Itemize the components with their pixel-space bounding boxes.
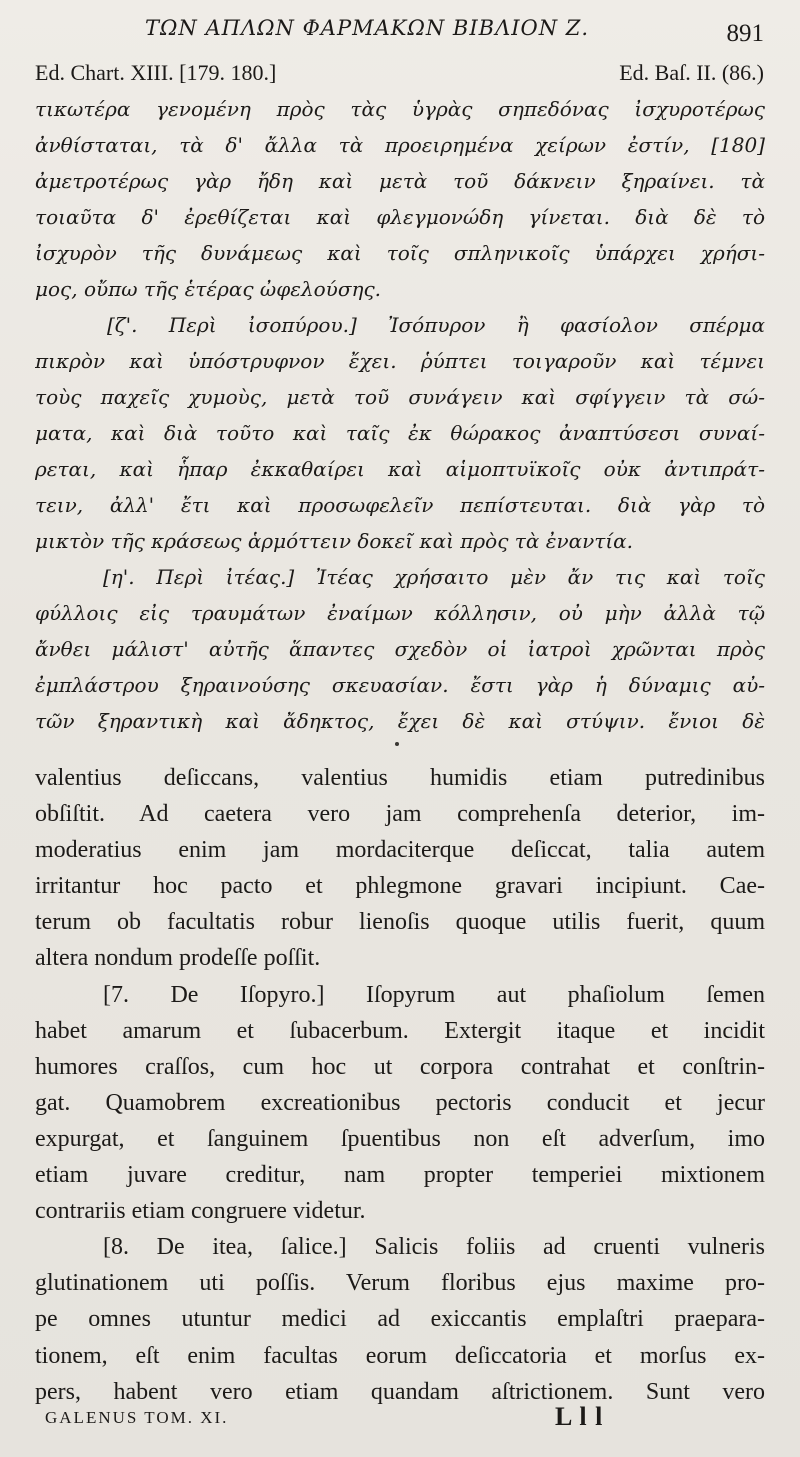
greek-line: τοιαῦτα δ' ἐρεθίζεται καὶ φλεγμονώδη γίνεται. διὰ δὲ τὸ: [35, 205, 765, 229]
latin-line: habet amarum et ſubacerbum. Extergit itaque et incidit: [35, 1017, 765, 1044]
greek-line: ἐμπλάστρου ξηραινούσης σκευασίαν. ἔστι γὰρ ἡ δύναμις αὐ-: [35, 673, 765, 697]
greek-line: τειν, ἀλλ' ἔτι καὶ προσωφελεῖν πεπίστευται. διὰ γὰρ τὸ: [35, 493, 765, 517]
latin-line: contrariis etiam congruere videtur.: [35, 1198, 366, 1225]
latin-line: irritantur hoc pacto et phlegmone gravari incipiunt. Cae-: [35, 873, 765, 900]
latin-line: expurgat, et ſanguinem ſpuentibus non eſt adverſum, imo: [35, 1125, 765, 1152]
greek-line: ἀνθίσταται, τὰ δ' ἄλλα τὰ προειρημένα χείρων ἐστίν, [180]: [35, 133, 765, 157]
edition-chartier-reference: Ed. Chart. XIII. [179. 180.]: [35, 60, 277, 85]
greek-line: φύλλοις εἰς τραυμάτων ἐναίμων κόλλησιν, οὐ μὴν ἀλλὰ τῷ: [35, 601, 765, 625]
greek-line: ἀμετροτέρως γὰρ ἤδη καὶ μετὰ τοῦ δάκνειν ξηραίνει. τὰ: [35, 169, 765, 193]
greek-line: ἄνθει μάλιστ' αὐτῆς ἅπαντες σχεδὸν οἱ ἰατροὶ χρῶνται πρὸς: [35, 637, 765, 661]
greek-line: ματα, καὶ διὰ τοῦτο καὶ ταῖς ἐκ θώρακος ἀναπτύσεσι συναί-: [35, 421, 765, 445]
greek-line: τοὺς παχεῖς χυμοὺς, μετὰ τοῦ συνάγειν καὶ σφίγγειν τὰ σώ-: [35, 385, 765, 409]
latin-line: pers, habent vero etiam quandam aſtrictionem. Sunt vero: [35, 1378, 765, 1405]
latin-text-block: [35, 760, 765, 1410]
greek-line: μος, οὔπω τῆς ἑτέρας ὠφελούσης.: [35, 277, 382, 301]
greek-line: [η'. Περὶ ἰτέας.] Ἰτέας χρήσαιτο μὲν ἄν τις καὶ τοῖς: [103, 565, 765, 589]
latin-line: obſiſtit. Ad caetera vero jam comprehenſa deterior, im-: [35, 801, 765, 828]
edition-basel-reference: Ed. Baſ. II. (86.): [619, 60, 764, 85]
latin-line: etiam juvare creditur, nam propter temperiei mixtionem: [35, 1162, 765, 1189]
latin-line: pe omnes utuntur medici ad exiccantis emplaſtri praepara-: [35, 1306, 765, 1333]
page-footer: [45, 1402, 760, 1436]
page-number: 891: [726, 20, 764, 47]
greek-line: ἰσχυρὸν τῆς δυνάμεως καὶ τοῖς σπληνικοῖς ὑπάρχει χρήσι-: [35, 241, 765, 265]
latin-line: [8. De itea, ſalice.] Salicis foliis ad cruenti vulneris: [103, 1234, 765, 1261]
greek-line: ρεται, καὶ ἧπαρ ἐκκαθαίρει καὶ αἱμοπτυϊκοῖς οὐκ ἀντιπράτ-: [35, 457, 765, 481]
ink-speck: [395, 742, 399, 746]
latin-line: moderatius enim jam mordaciterque deſiccat, talia autem: [35, 837, 765, 864]
latin-line: humores craſſos, cum hoc ut corpora contrahat et conſtrin-: [35, 1053, 765, 1080]
greek-line: [ζ'. Περὶ ἰσοπύρου.] Ἰσόπυρον ἢ φασίολον σπέρμα: [107, 313, 765, 337]
greek-text-block: [35, 91, 765, 739]
greek-line: τῶν ξηραντικὴ καὶ ἄδηκτος, ἔχει δὲ καὶ στύψιν. ἔνιοι δὲ: [35, 709, 765, 733]
latin-line: altera nondum prodeſſe poſſit.: [35, 945, 321, 972]
running-title: ΤΩΝ ΑΠΛΩΝ ΦΑΡΜΑΚΩΝ ΒΙΒΛΙΟΝ Ζ.: [145, 16, 590, 40]
latin-line: gat. Quamobrem excreationibus pectoris conducit et jecur: [35, 1089, 765, 1116]
latin-line: glutinationem uti poſſis. Verum floribus ejus maxime pro-: [35, 1270, 765, 1297]
greek-line: τικωτέρα γενομένη πρὸς τὰς ὑγρὰς σηπεδόνας ἰσχυροτέρως: [35, 97, 765, 121]
latin-line: terum ob facultatis robur lienoſis quoque utilis fuerit, quum: [35, 909, 765, 936]
gathering-mark: L l l: [555, 1402, 604, 1431]
edition-reference-line: [35, 60, 764, 90]
signature-mark: GALENUS TOM. XI.: [45, 1408, 229, 1427]
latin-line: tionem, eſt enim facultas eorum deſiccatoria et morſus ex-: [35, 1342, 765, 1369]
greek-line: μικτὸν τῆς κράσεως ἁρμόττειν δοκεῖ καὶ πρὸς τὰ ἐναντία.: [35, 529, 634, 553]
latin-line: [7. De Iſopyro.] Iſopyrum aut phaſiolum ſemen: [103, 981, 765, 1008]
greek-line: πικρὸν καὶ ὑπόστρυφνον ἔχει. ῥύπτει τοιγαροῦν καὶ τέμνει: [35, 349, 765, 373]
latin-line: valentius deſiccans, valentius humidis etiam putredinibus: [35, 765, 765, 791]
